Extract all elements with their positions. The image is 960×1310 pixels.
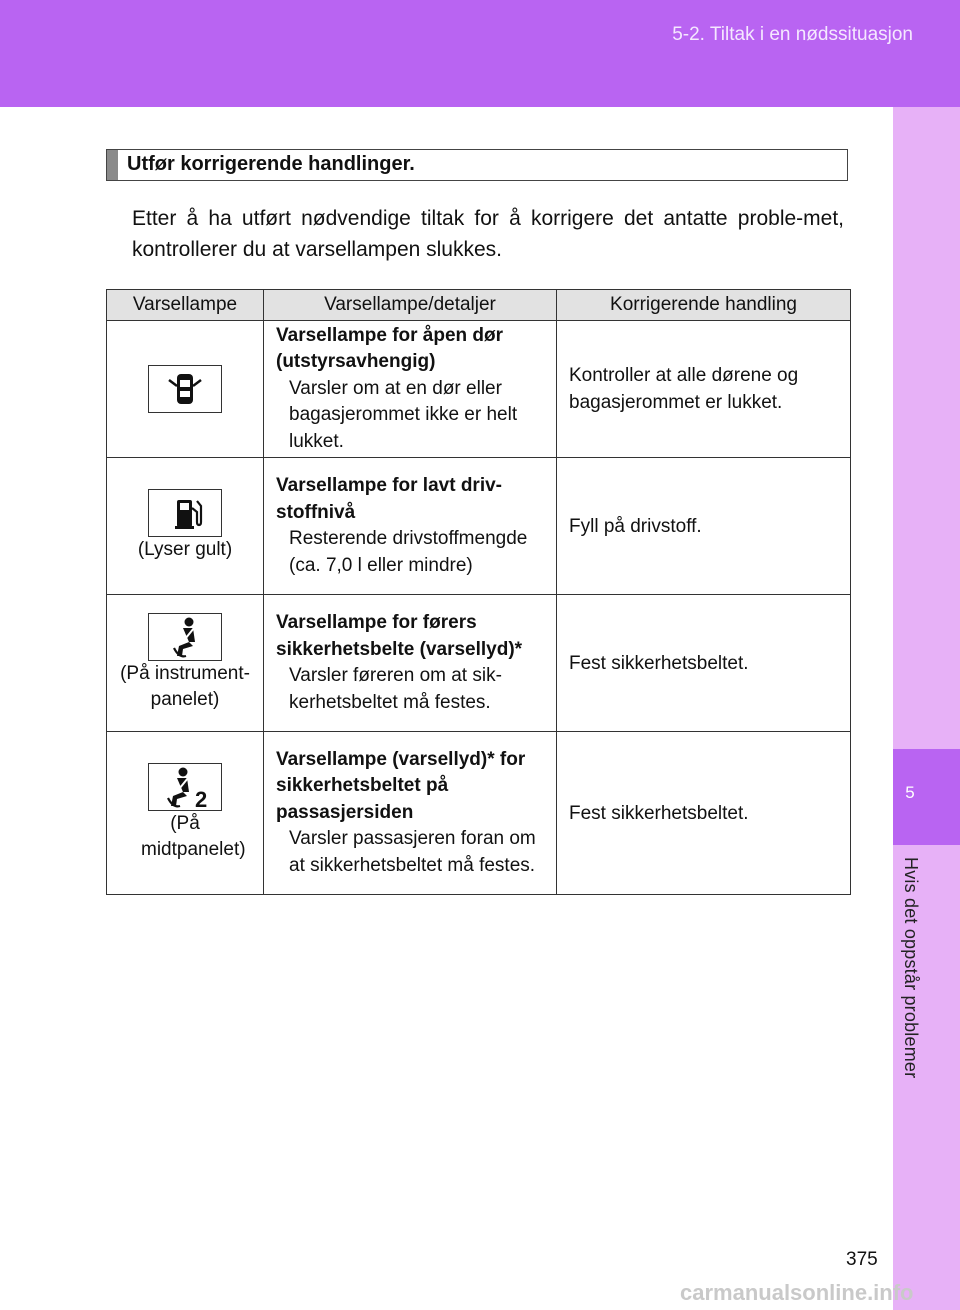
lamp-details-cell	[264, 321, 557, 458]
table-row	[107, 321, 851, 458]
action-cell: Kontroller at alle dørene og bagasjerommet er lukket.	[557, 321, 851, 458]
driver-seatbelt-warning-icon	[148, 613, 222, 661]
lamp-detail: Varsler om at en dør eller bagasjerommet ikke er helt lukket.	[289, 377, 518, 452]
chapter-title: Hvis det oppstår problemer	[901, 857, 921, 1079]
chapter-number: 5	[905, 783, 915, 802]
heading-marker	[107, 150, 118, 180]
column-header: Korrigerende handling	[557, 290, 851, 321]
lamp-caption: (På instrument-panelet)	[120, 663, 250, 710]
lamp-detail: Varsler passasjeren foran om at sikkerhetsbeltet må festes.	[289, 828, 536, 876]
warning-lamp-table	[106, 289, 851, 895]
lamp-title: Varsellampe (varsellyd)* for sikkerhetsbeltet på passasjersiden	[276, 748, 526, 823]
lamp-cell	[107, 321, 264, 458]
lamp-caption: (På midtpanelet)	[141, 813, 246, 860]
column-header: Varsellampe/detaljer	[264, 290, 557, 321]
lamp-cell	[107, 458, 264, 595]
table-row	[107, 458, 851, 595]
svg-text:2: 2	[195, 787, 208, 810]
table-row	[107, 595, 851, 732]
low-fuel-warning-icon	[148, 489, 222, 537]
lamp-title: Varsellampe for lavt driv-stoffnivå	[276, 475, 502, 523]
lamp-title: Varsellampe for åpen dør (utstyrsavhengig)	[276, 324, 504, 373]
lamp-detail: Varsler føreren om at sik-kerhetsbeltet må festes.	[289, 665, 502, 713]
lamp-details-cell	[264, 595, 557, 732]
watermark: carmanualsonline.info	[680, 1280, 914, 1305]
table-header-row	[107, 290, 851, 321]
action-cell: Fest sikkerhetsbeltet.	[557, 595, 851, 732]
column-header: Varsellampe	[107, 290, 264, 321]
header-bar	[0, 0, 960, 107]
lamp-details-cell	[264, 458, 557, 595]
step-heading-text: Utfør korrigerende handlinger.	[127, 153, 415, 175]
page-number: 375	[846, 1249, 878, 1270]
section-title: 5-2. Tiltak i en nødssituasjon	[672, 24, 913, 45]
intro-paragraph: Etter å ha utført nødvendige tiltak for å korrigere det antatte proble-met, kontrollerer du at varsellampen slukkes.	[132, 207, 844, 261]
table-row	[107, 732, 851, 895]
action-cell: Fest sikkerhetsbeltet.	[557, 732, 851, 895]
lamp-details-cell	[264, 732, 557, 895]
lamp-cell	[107, 732, 264, 895]
step-heading	[106, 149, 848, 181]
action-cell: Fyll på drivstoff.	[557, 458, 851, 595]
lamp-caption: (Lyser gult)	[137, 539, 233, 560]
lamp-cell	[107, 595, 264, 732]
chapter-sidebar	[893, 107, 960, 1310]
passenger-seatbelt-warning-icon	[148, 763, 222, 811]
lamp-title: Varsellampe for førers sikkerhetsbelte (varsellyd)*	[276, 612, 523, 660]
door-open-warning-icon	[148, 365, 222, 413]
lamp-detail: Resterende drivstoffmengde (ca. 7,0 l eller mindre)	[289, 528, 528, 576]
